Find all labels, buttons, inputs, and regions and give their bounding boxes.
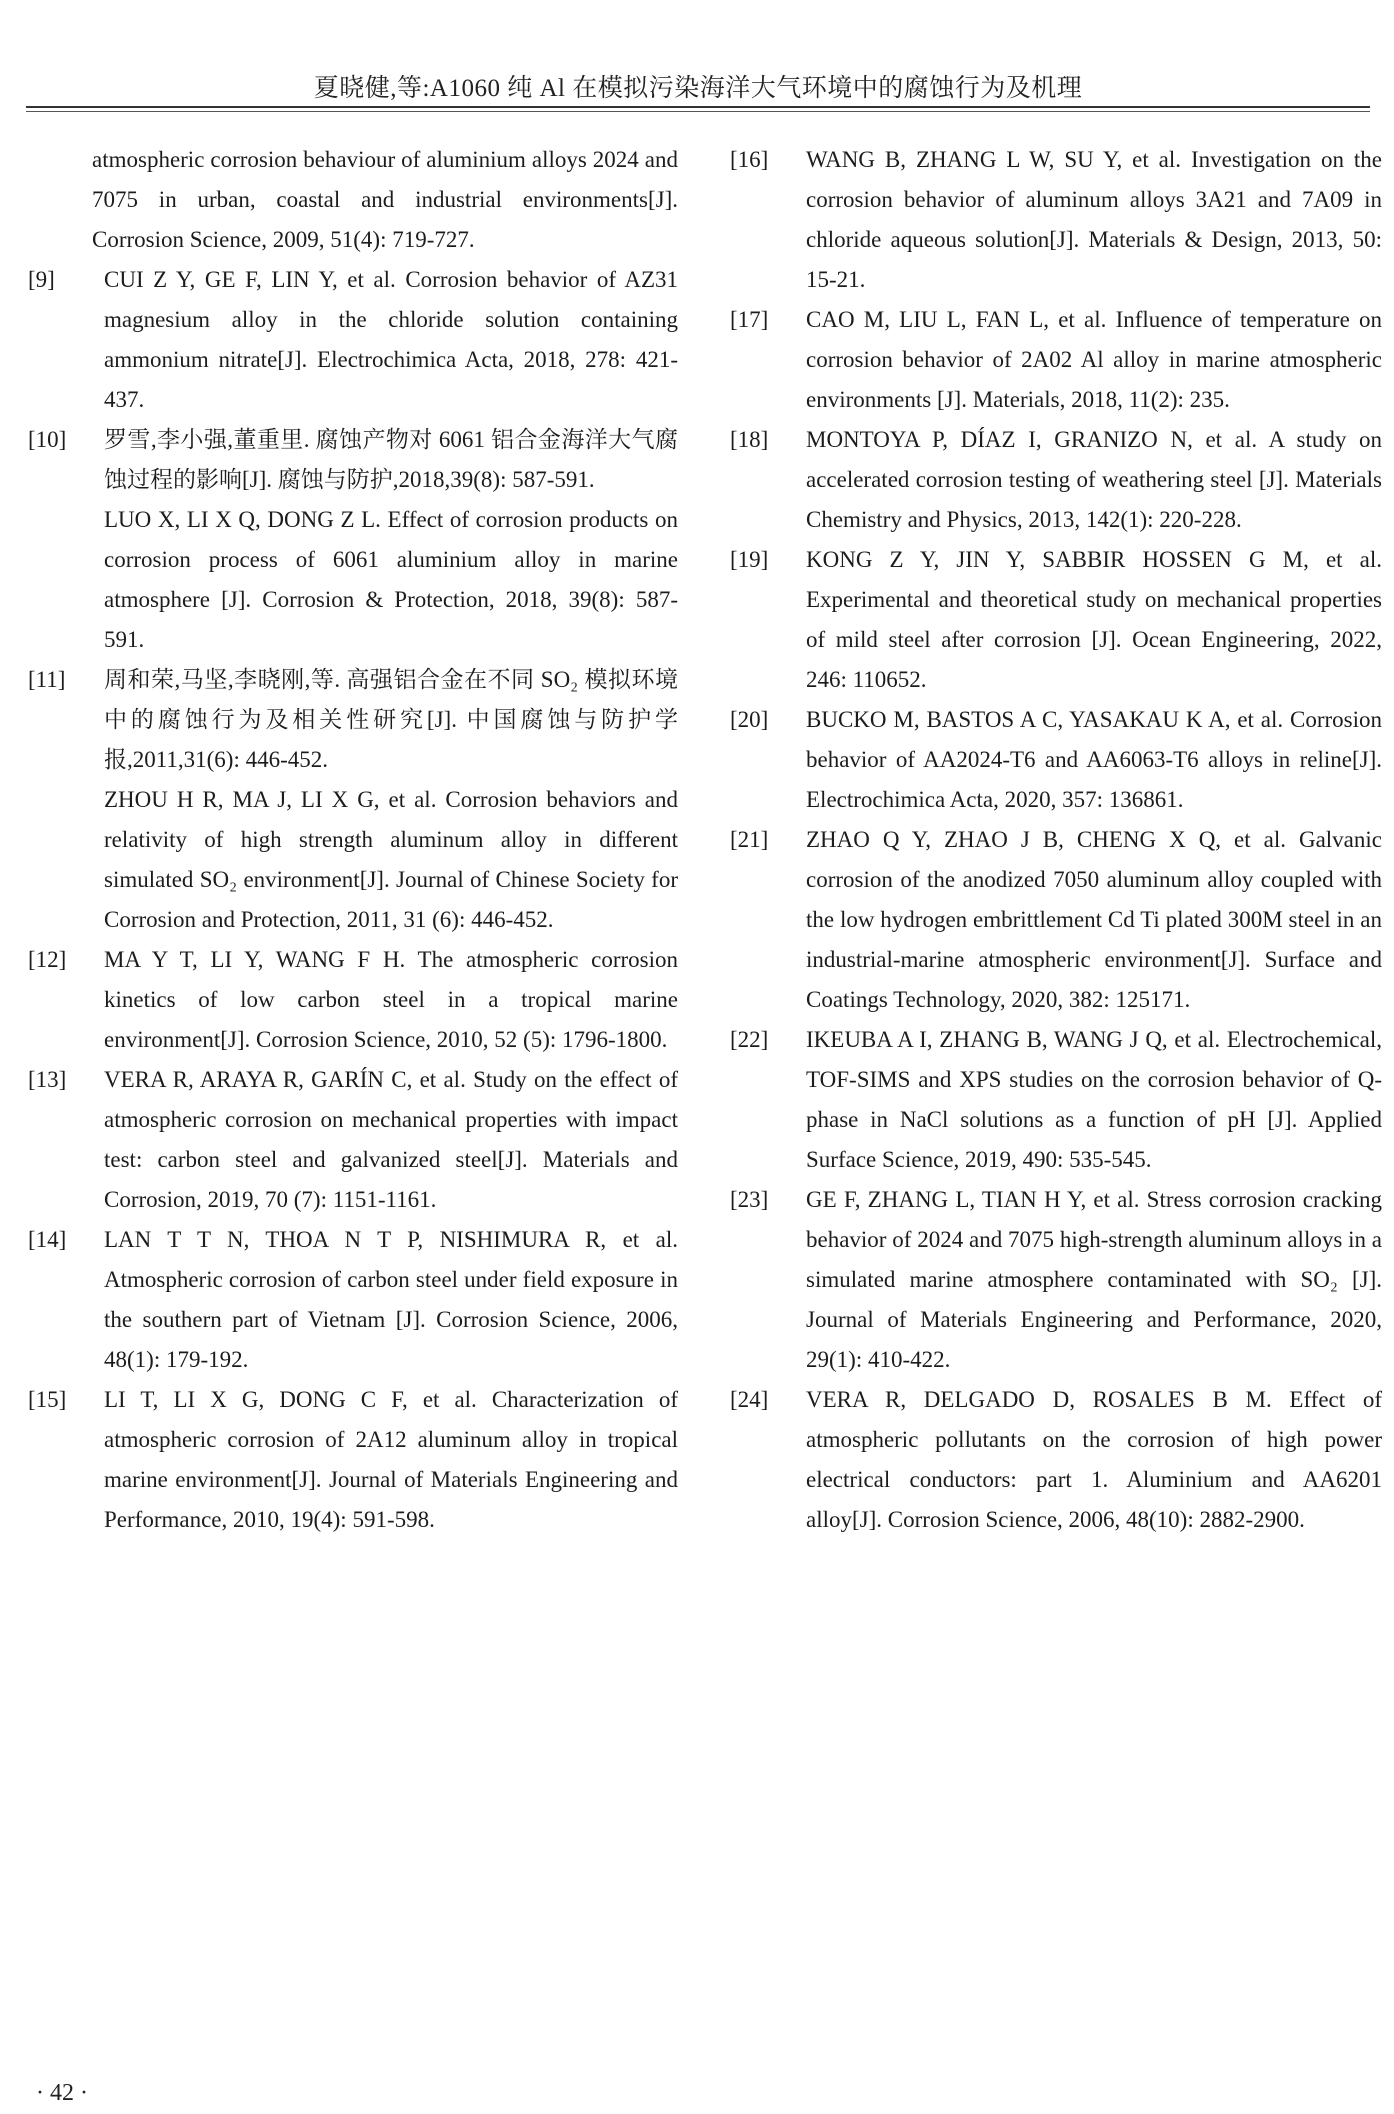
reference-number: [13] (28, 1067, 67, 1092)
reference-text: LAN T T N, THOA N T P, NISHIMURA R, et al. Atmospheric corrosion of carbon steel under field exposure in the southern part of Vietnam [J]. Corrosion Science, 2006, 48(1): 179-192. (104, 1227, 678, 1372)
reference-text: CAO M, LIU L, FAN L, et al. Influence of temperature on corrosion behavior of 2A02 Al alloy in marine atmospheric environments [J]. Materials, 2018, 11(2): 235. (806, 307, 1382, 412)
reference-text: KONG Z Y, JIN Y, SABBIR HOSSEN G M, et al. Experimental and theoretical study on mechanical properties of mild steel after corrosion [J]. Ocean Engineering, 2022, 246: 110652. (806, 547, 1382, 692)
running-header: 夏晓健,等:A1060 纯 Al 在模拟污染海洋大气环境中的腐蚀行为及机理 (313, 75, 1083, 102)
reference-item (28, 420, 678, 660)
reference-number: [15] (28, 1387, 67, 1412)
reference-item (730, 1180, 1382, 1380)
reference-item (730, 420, 1382, 540)
reference-text: MA Y T, LI Y, WANG F H. The atmospheric corrosion kinetics of low carbon steel in a tropical marine environment[J]. Corrosion Science, 2010, 52 (5): 1796-1800. (104, 947, 678, 1052)
reference-text: CUI Z Y, GE F, LIN Y, et al. Corrosion behavior of AZ31 magnesium alloy in the chloride solution containing ammonium nitrate[J]. Electrochimica Acta, 2018, 278: 421-437. (104, 267, 678, 412)
reference-text: WANG B, ZHANG L W, SU Y, et al. Investigation on the corrosion behavior of aluminum alloys 3A21 and 7A09 in chloride aqueous solution[J]. Materials & Design, 2013, 50: 15-21. (806, 147, 1382, 292)
reference-number: [11] (28, 667, 66, 692)
reference-item (730, 540, 1382, 700)
reference-text: VERA R, DELGADO D, ROSALES B M. Effect of atmospheric pollutants on the corrosion of high power electrical conductors: part 1. Aluminium and AA6201 alloy[J]. Corrosion Science, 2006, 48(10): 2882-2900. (806, 1387, 1382, 1532)
header-rule (26, 106, 1370, 108)
page-number: · 42 · (36, 2080, 88, 2106)
reference-number: [22] (730, 1027, 769, 1052)
reference-text: 罗雪,李小强,董重里. 腐蚀产物对 6061 铝合金海洋大气腐蚀过程的影响[J]. 腐蚀与防护,2018,39(8): 587-591. (104, 427, 678, 492)
reference-text: MONTOYA P, DÍAZ I, GRANIZO N, et al. A study on accelerated corrosion testing of weathering steel [J]. Materials Chemistry and Physics, 2013, 142(1): 220-228. (806, 427, 1382, 532)
reference-text: ZHAO Q Y, ZHAO J B, CHENG X Q, et al. Galvanic corrosion of the anodized 7050 aluminum alloy coupled with the low hydrogen embrittlement Cd Ti plated 300M steel in an industrial-marine atmospheric environment[J]. Surface and Coatings Technology, 2020, 382: 125171. (806, 827, 1382, 1012)
left-column (28, 140, 678, 1540)
reference-text: BUCKO M, BASTOS A C, YASAKAU K A, et al. Corrosion behavior of AA2024-T6 and AA6063-T6 alloys in reline[J]. Electrochimica Acta, 2020, 357: 136861. (806, 707, 1382, 812)
right-column (730, 140, 1382, 1540)
reference-item (28, 940, 678, 1060)
reference-text: IKEUBA A I, ZHANG B, WANG J Q, et al. Electrochemical, TOF-SIMS and XPS studies on the corrosion behavior of Q-phase in NaCl solutions as a function of pH [J]. Applied Surface Science, 2019, 490: 535-545. (806, 1027, 1382, 1172)
reference-number: [23] (730, 1187, 769, 1212)
reference-number: [12] (28, 947, 67, 972)
reference-item (28, 1380, 678, 1540)
reference-continuation: atmospheric corrosion behaviour of aluminium alloys 2024 and 7075 in urban, coastal and industrial environments[J]. Corrosion Science, 2009, 51(4): 719-727. (92, 147, 678, 252)
left-reference-list (28, 260, 678, 1540)
reference-text: 周和荣,马坚,李晓刚,等. 高强铝合金在不同 SO₂ 模拟环境中的腐蚀行为及相关性研究[J]. 中国腐蚀与防护学报,2011,31(6): 446-452. (104, 667, 678, 772)
reference-item (730, 1380, 1382, 1540)
reference-text-english: ZHOU H R, MA J, LI X G, et al. Corrosion behaviors and relativity of high strength aluminum alloy in different simulated SO₂ environment[J]. Journal of Chinese Society for Corrosion and Protection, 2011, 31 (6): 446-452. (104, 787, 678, 932)
header-rule-thin (26, 111, 1370, 112)
reference-number: [14] (28, 1227, 67, 1252)
reference-text-english: LUO X, LI X Q, DONG Z L. Effect of corrosion products on corrosion process of 6061 aluminium alloy in marine atmosphere [J]. Corrosion & Protection, 2018, 39(8): 587-591. (104, 507, 678, 652)
reference-item (730, 700, 1382, 820)
reference-number: [17] (730, 307, 769, 332)
reference-item (730, 820, 1382, 1020)
reference-item (730, 140, 1382, 300)
reference-number: [19] (730, 547, 769, 572)
reference-item (28, 1220, 678, 1380)
reference-number: [10] (28, 427, 67, 452)
reference-number: [18] (730, 427, 769, 452)
reference-item (28, 660, 678, 940)
reference-number: [16] (730, 147, 769, 172)
reference-item (28, 260, 678, 420)
reference-text: GE F, ZHANG L, TIAN H Y, et al. Stress corrosion cracking behavior of 2024 and 7075 high-strength aluminum alloys in a simulated marine atmosphere contaminated with SO₂ [J]. Journal of Materials Engineering and Performance, 2020, 29(1): 410-422. (806, 1187, 1382, 1372)
reference-text: LI T, LI X G, DONG C F, et al. Characterization of atmospheric corrosion of 2A12 aluminum alloy in tropical marine environment[J]. Journal of Materials Engineering and Performance, 2010, 19(4): 591-598. (104, 1387, 678, 1532)
reference-number: [24] (730, 1387, 769, 1412)
reference-item (28, 1060, 678, 1220)
reference-text: VERA R, ARAYA R, GARÍN C, et al. Study on the effect of atmospheric corrosion on mechanical properties with impact test: carbon steel and galvanized steel[J]. Materials and Corrosion, 2019, 70 (7): 1151-1161. (104, 1067, 678, 1212)
reference-number: [9] (28, 267, 55, 292)
reference-item (730, 1020, 1382, 1180)
reference-item (730, 300, 1382, 420)
reference-number: [21] (730, 827, 769, 852)
reference-number: [20] (730, 707, 769, 732)
right-reference-list (730, 140, 1382, 1540)
